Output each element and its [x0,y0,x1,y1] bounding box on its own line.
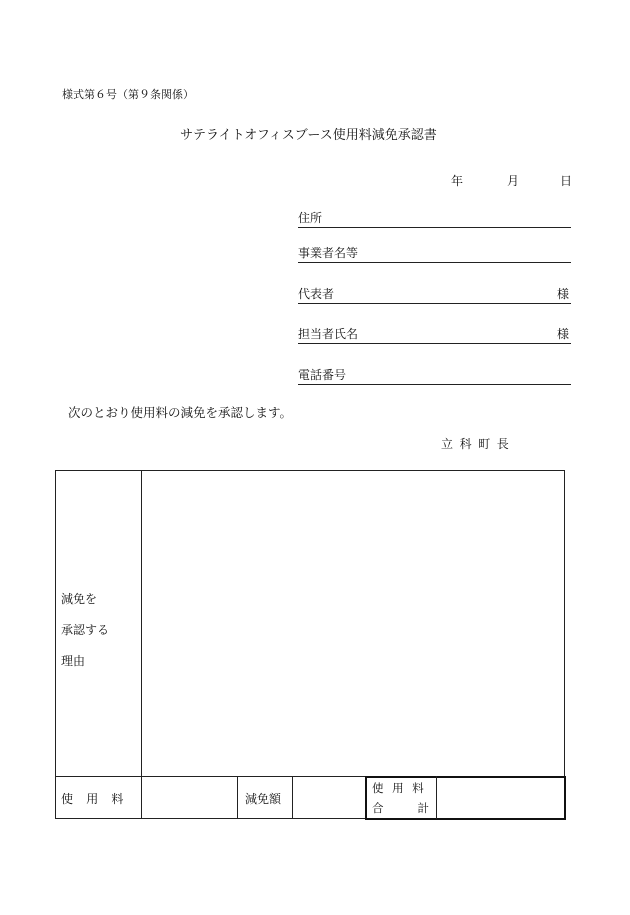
table-divider-fee-value [237,776,238,819]
table-divider-reduction-label [292,776,293,819]
reduction-reason-label [61,584,109,677]
date-month-label: 月 [507,174,520,188]
contact-person-label: 担当者氏名 [298,327,359,341]
approval-statement: 次のとおり使用料の減免を承認します。 [68,405,293,420]
address-field[interactable] [298,210,571,228]
document-title: サテライトオフィスブース使用料減免承認書 [180,128,437,143]
contact-person-field[interactable] [298,326,571,344]
phone-number-label: 電話番号 [298,368,347,382]
table-border-left [55,470,56,819]
total-fee-label-line2 [372,800,429,816]
reason-line-1: 減免を [61,592,98,606]
usage-fee-label: 使用料 [61,792,137,806]
reason-line-2: 承認する [61,623,110,637]
table-border-right [564,470,565,776]
total-label-char-2: 計 [417,801,429,815]
table-border-top [55,470,565,471]
contact-person-honorific: 様 [556,327,569,341]
representative-honorific: 様 [556,287,569,301]
reduction-amount-label: 減免額 [245,792,282,806]
total-fee-label-line1: 使用料 [372,781,433,795]
business-name-field[interactable] [298,245,571,263]
table-divider-label-column [141,470,142,819]
issuer-name: 立科町長 [441,437,516,451]
representative-label: 代表者 [298,287,335,301]
table-divider-total-value [436,776,437,819]
reason-line-3: 理由 [61,654,86,668]
representative-field[interactable] [298,286,571,304]
date-day-label: 日 [560,174,573,188]
form-number: 様式第６号（第９条関係） [62,88,194,101]
total-label-char-1: 合 [372,801,384,815]
address-label: 住所 [298,211,323,225]
date-year-label: 年 [451,174,464,188]
phone-number-field[interactable] [298,367,571,385]
business-name-label: 事業者名等 [298,246,359,260]
